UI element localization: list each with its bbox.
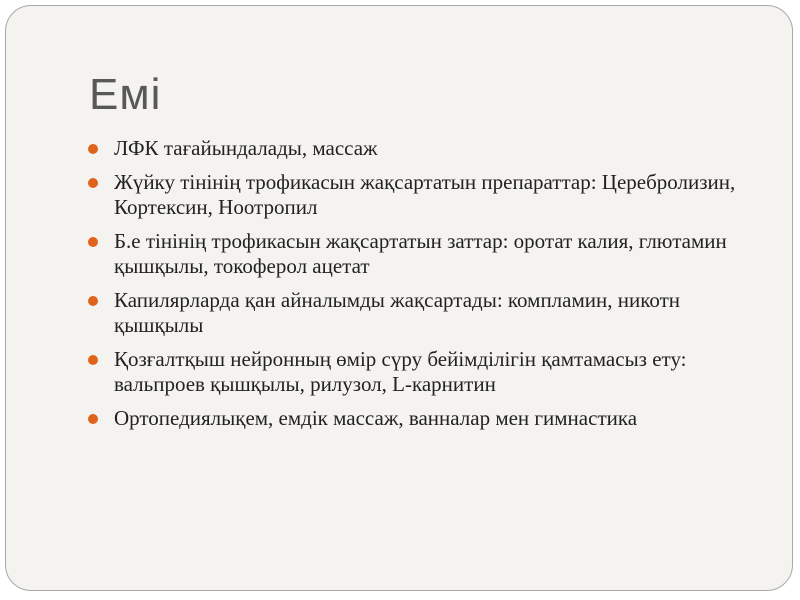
- slide-title: Емі: [89, 70, 162, 119]
- bullet-dot-icon: [88, 237, 98, 247]
- bullet-list: [86, 136, 766, 440]
- bullet-item: [86, 406, 766, 431]
- bullet-dot-icon: [88, 355, 98, 365]
- bullet-text: Ортопедиялықем, емдік массаж, ванналар мен гимнастика: [114, 406, 638, 430]
- bullet-text: Қозғалтқыш нейронның өмір сүру бейімділігін қамтамасыз ету: вальпроев қышқылы, рилузол, L-карнитин: [114, 347, 687, 396]
- bullet-dot-icon: [88, 414, 98, 424]
- bullet-text: Капилярларда қан айналымды жақсартады: компламин, никотн қышқылы: [114, 288, 680, 337]
- bullet-item: [86, 347, 766, 397]
- bullet-text: Б.е тінінің трофикасын жақсартатын заттар: оротат калия, глютамин қышқылы, токоферол ацетат: [114, 229, 727, 278]
- bullet-dot-icon: [88, 144, 98, 154]
- slide-panel: [5, 5, 793, 591]
- bullet-text: ЛФК тағайындалады, массаж: [114, 136, 378, 160]
- bullet-item: [86, 229, 766, 279]
- bullet-item: [86, 288, 766, 338]
- bullet-dot-icon: [88, 178, 98, 188]
- bullet-text: Жүйку тінінің трофикасын жақсартатын препараттар: Церебролизин, Кортексин, Ноотропил: [114, 170, 736, 219]
- bullet-item: [86, 170, 766, 220]
- bullet-dot-icon: [88, 296, 98, 306]
- bullet-item: [86, 136, 766, 161]
